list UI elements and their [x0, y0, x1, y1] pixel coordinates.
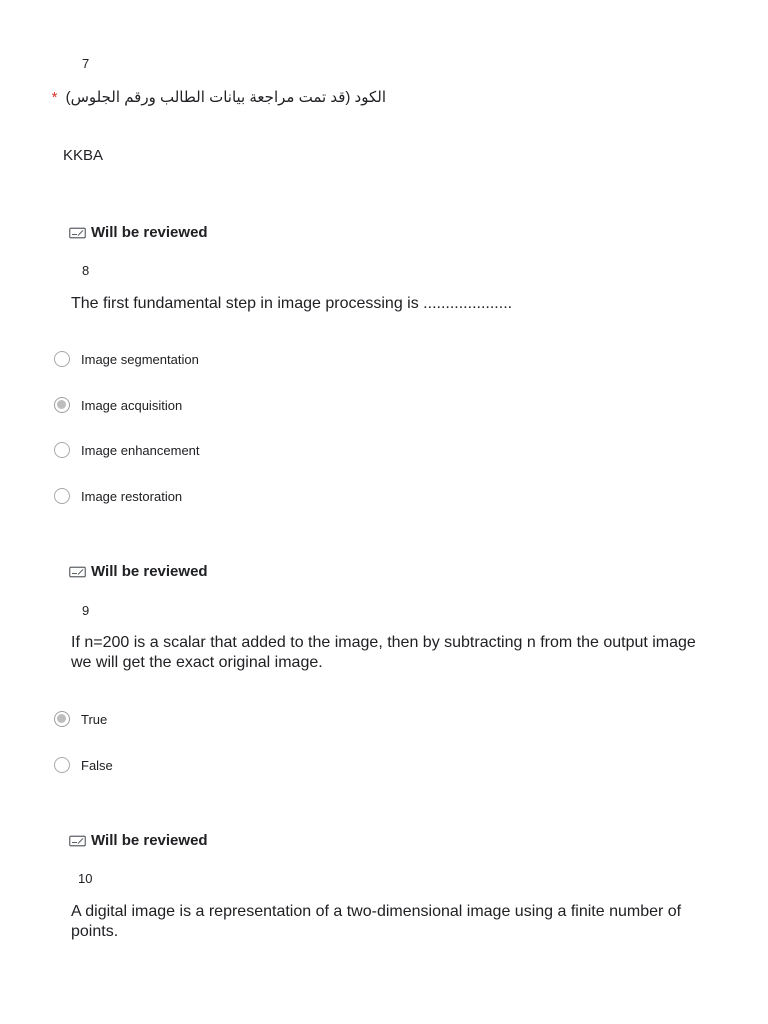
review-status — [69, 563, 208, 580]
radio-option[interactable] — [54, 754, 113, 776]
radio-option[interactable] — [54, 485, 182, 507]
option-label: True — [81, 711, 108, 727]
question-title — [52, 88, 386, 106]
radio-button[interactable] — [54, 442, 70, 458]
radio-button-selected[interactable] — [54, 397, 70, 413]
radio-option[interactable] — [54, 439, 200, 461]
review-label: Will be reviewed — [91, 224, 208, 241]
review-label: Will be reviewed — [91, 832, 208, 849]
option-label: Image restoration — [81, 488, 183, 504]
feedback-card-icon — [69, 835, 86, 847]
required-asterisk: * — [51, 89, 58, 106]
short-answer-value: KKBA — [63, 147, 104, 164]
question-number: 8 — [82, 263, 90, 278]
radio-button-selected[interactable] — [54, 711, 70, 727]
question-title: A digital image is a representation of a two-dimensional image using a finite number of points. — [71, 903, 682, 940]
option-label: False — [81, 757, 113, 773]
question-title-text: الكود (قد تمت مراجعة بيانات الطالب ورقم الجلوس) — [65, 89, 386, 106]
question-title: If n=200 is a scalar that added to the image, then by subtracting n from the output image we will get the exact original image. — [71, 634, 696, 671]
review-status — [69, 832, 208, 849]
radio-button[interactable] — [54, 757, 70, 773]
radio-option[interactable] — [54, 394, 182, 416]
radio-option[interactable] — [54, 348, 199, 370]
feedback-card-icon — [69, 227, 86, 239]
feedback-card-icon — [69, 566, 86, 578]
question-title: The first fundamental step in image processing is .................... — [71, 295, 513, 312]
review-status — [69, 224, 208, 241]
radio-button[interactable] — [54, 488, 70, 504]
option-label: Image enhancement — [81, 442, 200, 458]
option-label: Image segmentation — [81, 351, 199, 367]
option-label: Image acquisition — [81, 397, 183, 413]
question-number: 7 — [82, 56, 90, 71]
review-label: Will be reviewed — [91, 563, 208, 580]
radio-button[interactable] — [54, 351, 70, 367]
question-number: 9 — [82, 603, 90, 618]
question-number: 10 — [78, 871, 93, 886]
radio-option[interactable] — [54, 708, 107, 730]
